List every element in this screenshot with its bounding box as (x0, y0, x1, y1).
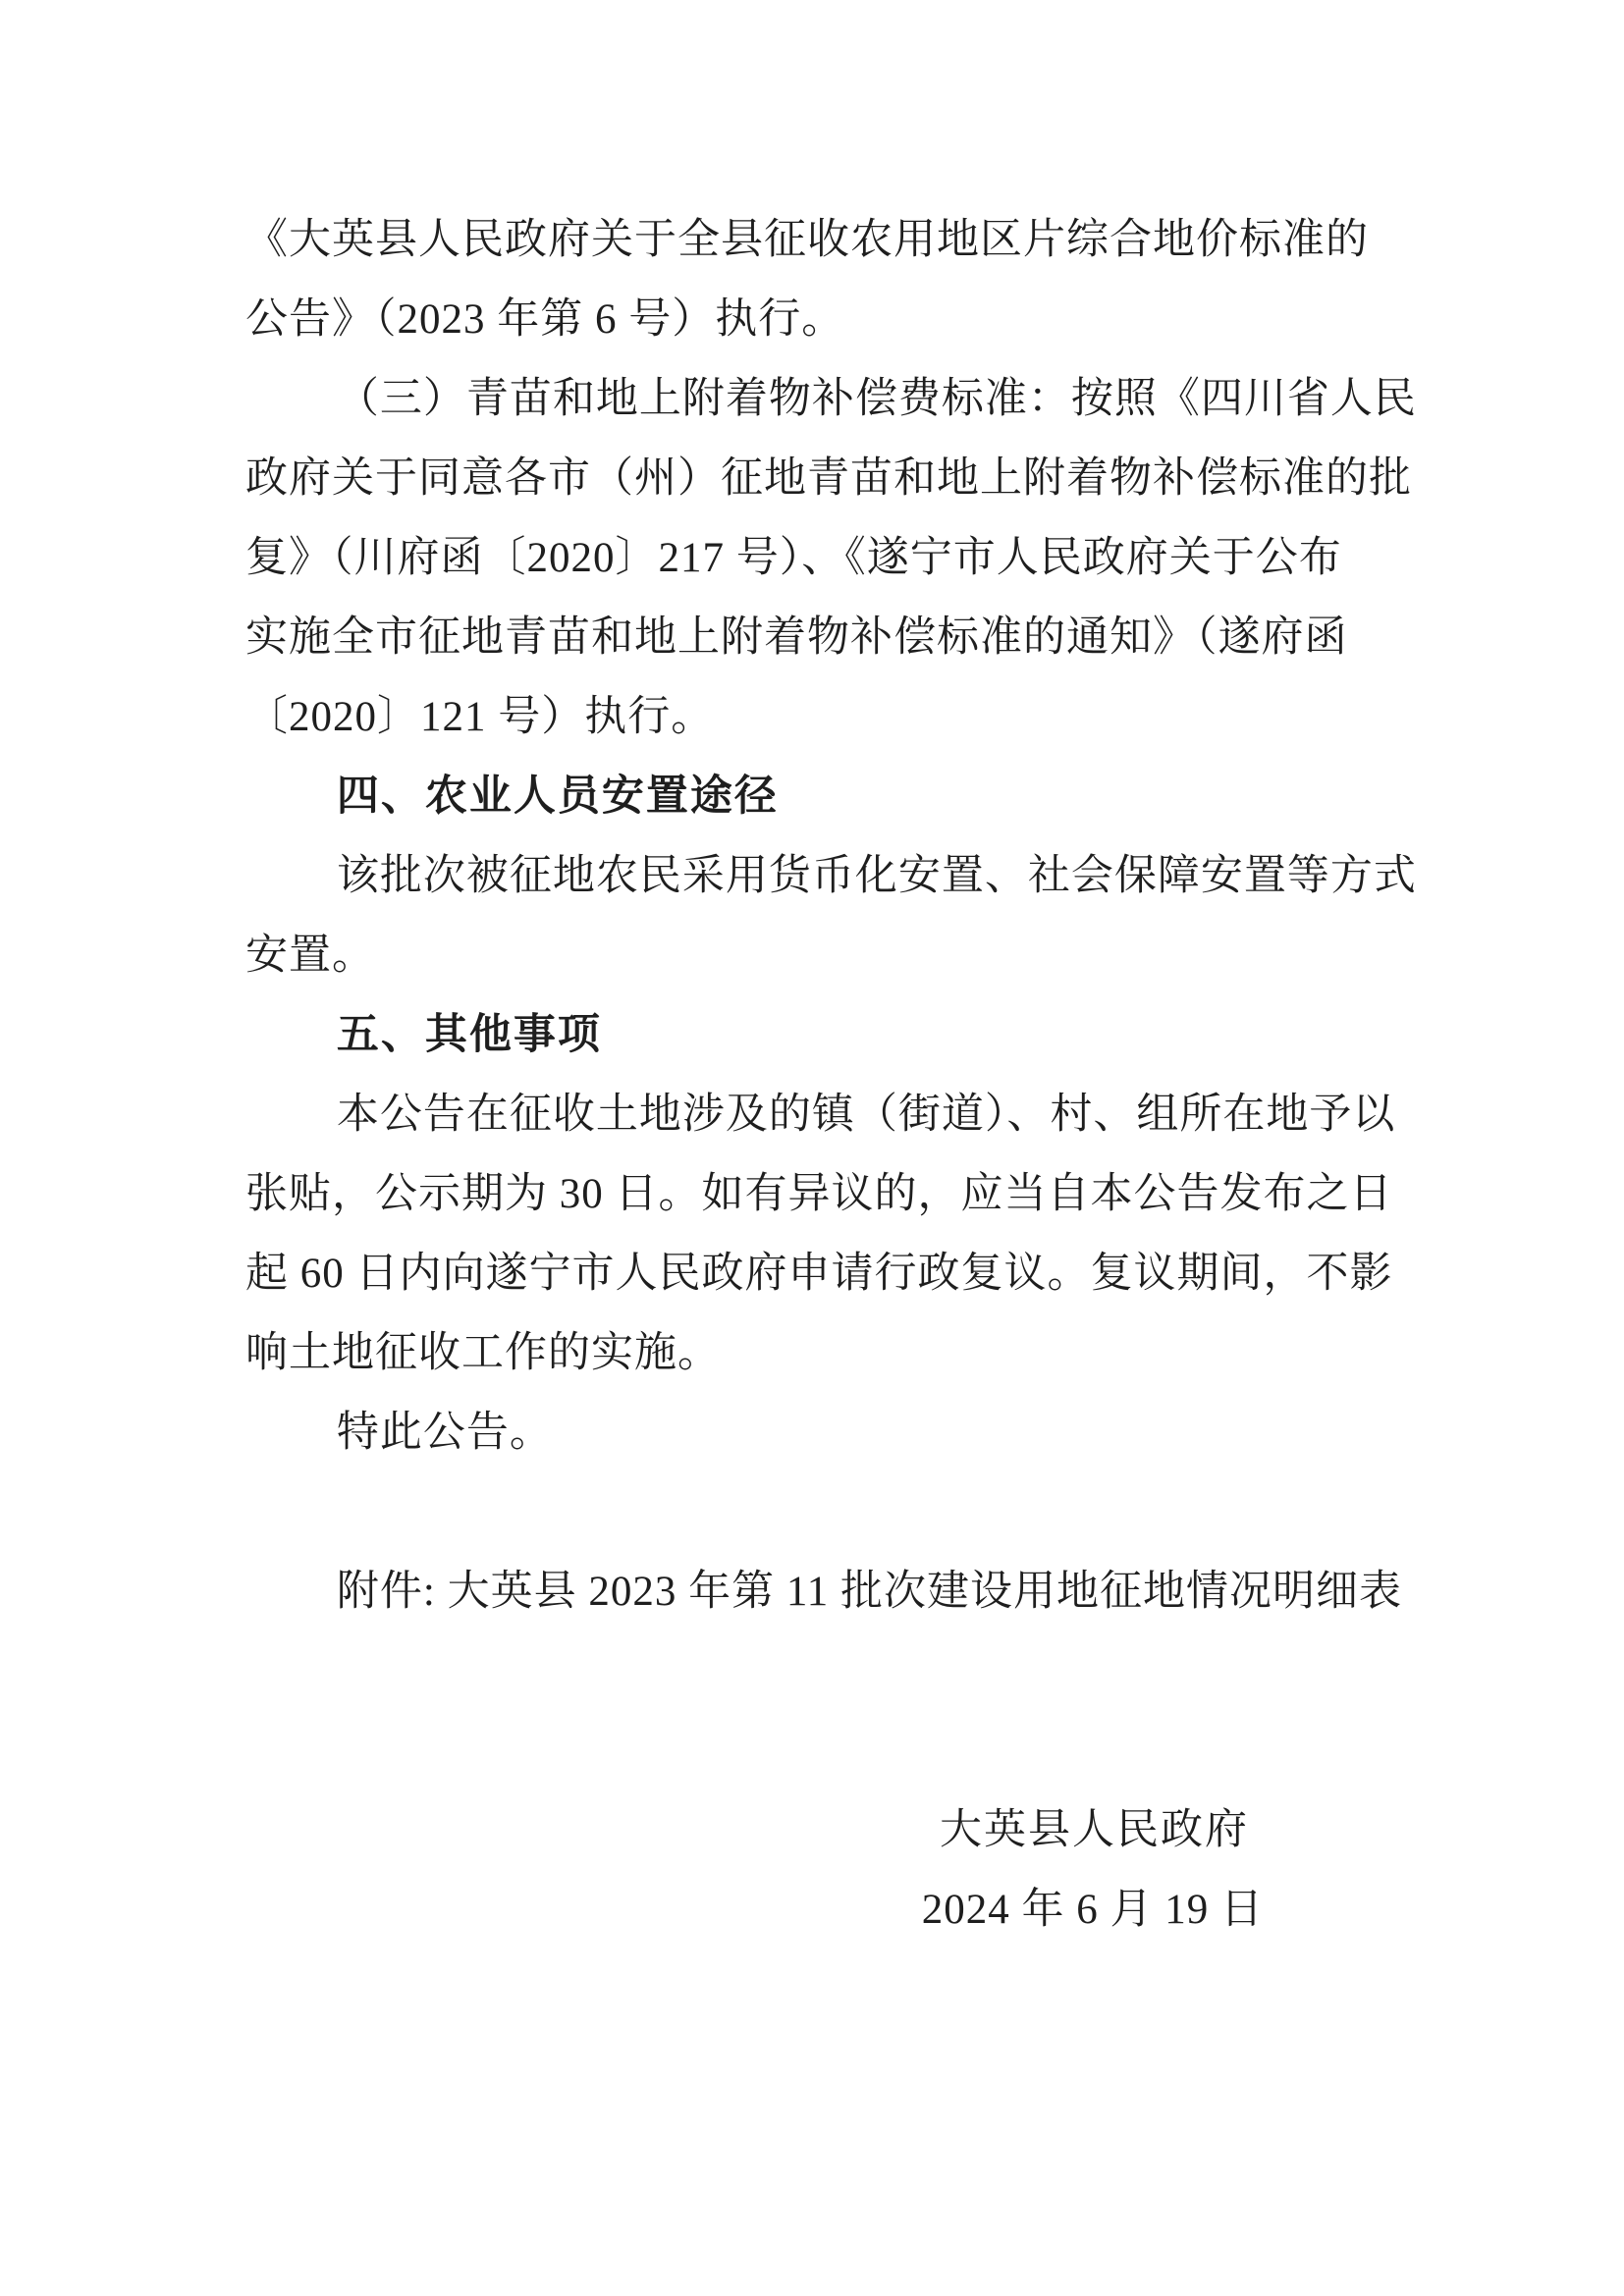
section-heading-5-other-matters: 五、其他事项 (336, 1011, 602, 1058)
closing-statement: 特此公告。 (336, 1410, 553, 1456)
item-3-compensation-standard-line: 政府关于同意各市（州）征地青苗和地上附着物补偿标准的批 (245, 455, 1412, 502)
item-3-compensation-standard-line: 复》（川府函〔2020〕217 号）、《遂宁市人民政府关于公布 (245, 535, 1342, 581)
section-5-body-line: 张贴，公示期为 30 日。如有异议的，应当自本公告发布之日 (245, 1171, 1393, 1217)
item-3-compensation-standard-line: （三）青苗和地上附着物补偿费标准：按照《四川省人民 (336, 376, 1417, 422)
section-5-body-line: 响土地征收工作的实施。 (245, 1330, 721, 1376)
item-3-compensation-standard-line: 实施全市征地青苗和地上附着物补偿标准的通知》（遂府函 (245, 614, 1348, 661)
attachment-line: 附件: 大英县 2023 年第 11 批次建设用地征地情况明细表 (336, 1569, 1402, 1615)
section-5-body-line: 本公告在征收土地涉及的镇（街道）、村、组所在地予以 (336, 1092, 1396, 1138)
paragraph-continuation-line: 公告》（2023 年第 6 号）执行。 (245, 296, 845, 343)
item-3-compensation-standard-line: 〔2020〕121 号）执行。 (245, 694, 715, 740)
section-4-body-line: 安置。 (245, 933, 375, 979)
signature-organization: 大英县人民政府 (940, 1807, 1249, 1853)
section-5-body-line: 起 60 日内向遂宁市人民政府申请行政复议。复议期间，不影 (245, 1251, 1393, 1297)
paragraph-continuation-line: 《大英县人民政府关于全县征收农用地区片综合地价标准的 (245, 217, 1369, 263)
signature-date: 2024 年 6 月 19 日 (921, 1887, 1264, 1933)
section-heading-4-resettlement: 四、农业人员安置途径 (336, 773, 779, 820)
section-4-body-line: 该批次被征地农民采用货币化安置、社会保障安置等方式 (336, 853, 1417, 899)
